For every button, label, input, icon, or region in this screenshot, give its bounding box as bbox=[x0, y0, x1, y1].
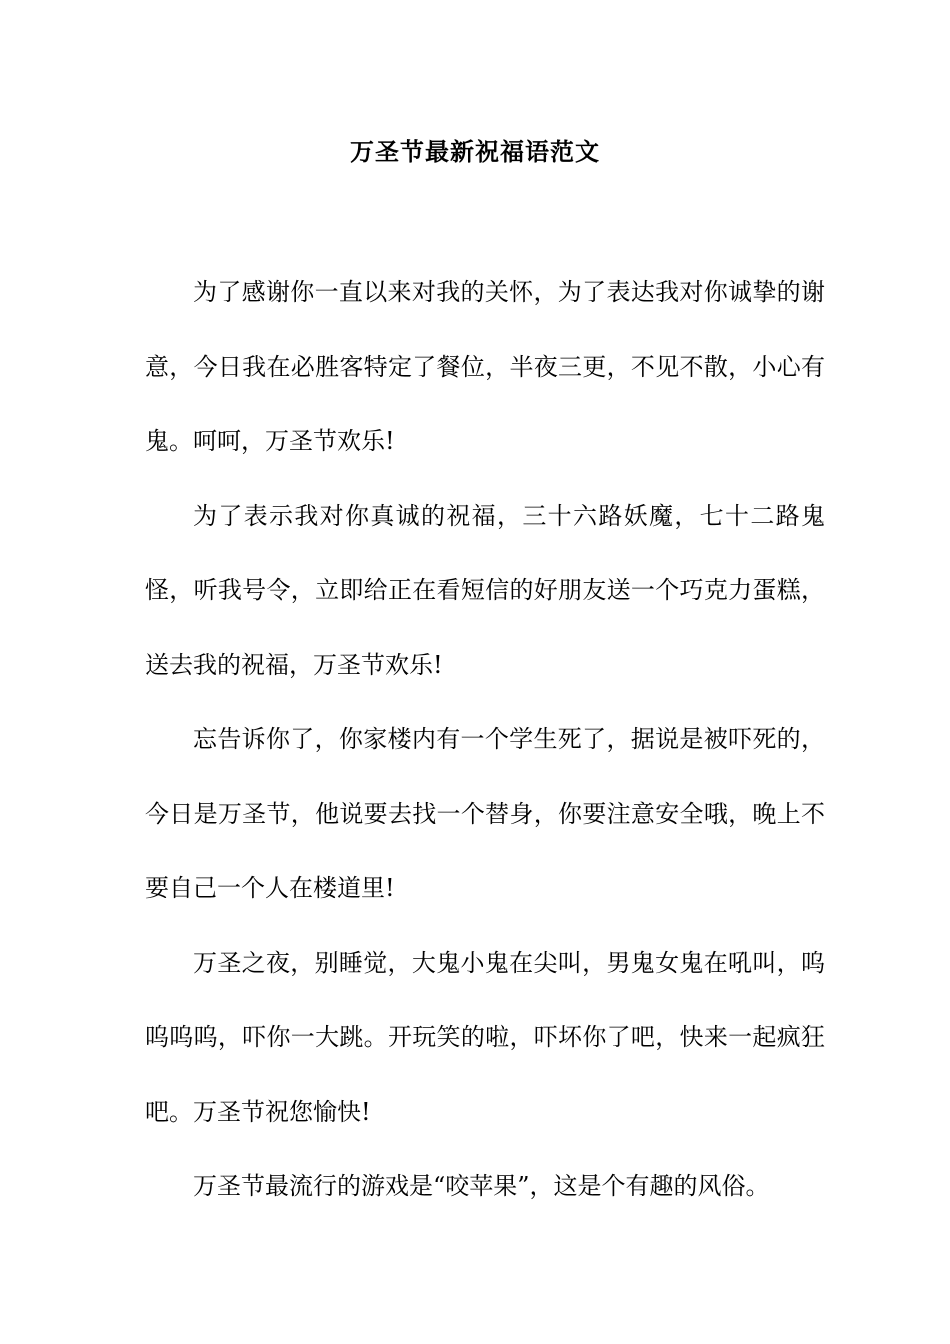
paragraph-1: 为了感谢你一直以来对我的关怀，为了表达我对你诚挚的谢意，今日我在必胜客特定了餐位，半夜三更，不见不散，小心有鬼。呵呵，万圣节欢乐! bbox=[145, 278, 825, 455]
paragraph-4: 万圣之夜，别睡觉，大鬼小鬼在尖叫，男鬼女鬼在吼叫，呜呜呜呜，吓你一大跳。开玩笑的啦，吓坏你了吧，快来一起疯狂吧。万圣节祝您愉快! bbox=[145, 948, 825, 1126]
document-body bbox=[145, 255, 825, 1224]
paragraph-3: 忘告诉你了，你家楼内有一个学生死了，据说是被吓死的，今日是万圣节，他说要去找一个替身，你要注意安全哦，晚上不要自己一个人在楼道里! bbox=[145, 725, 825, 902]
paragraph-5: 万圣节最流行的游戏是“咬苹果”，这是个有趣的风俗。 bbox=[193, 1172, 770, 1200]
document-title: 万圣节最新祝福语范文 bbox=[350, 137, 600, 166]
paragraph-2: 为了表示我对你真诚的祝福，三十六路妖魔，七十二路鬼怪，听我号令，立即给正在看短信的好朋友送一个巧克力蛋糕，送去我的祝福，万圣节欢乐! bbox=[145, 501, 825, 679]
